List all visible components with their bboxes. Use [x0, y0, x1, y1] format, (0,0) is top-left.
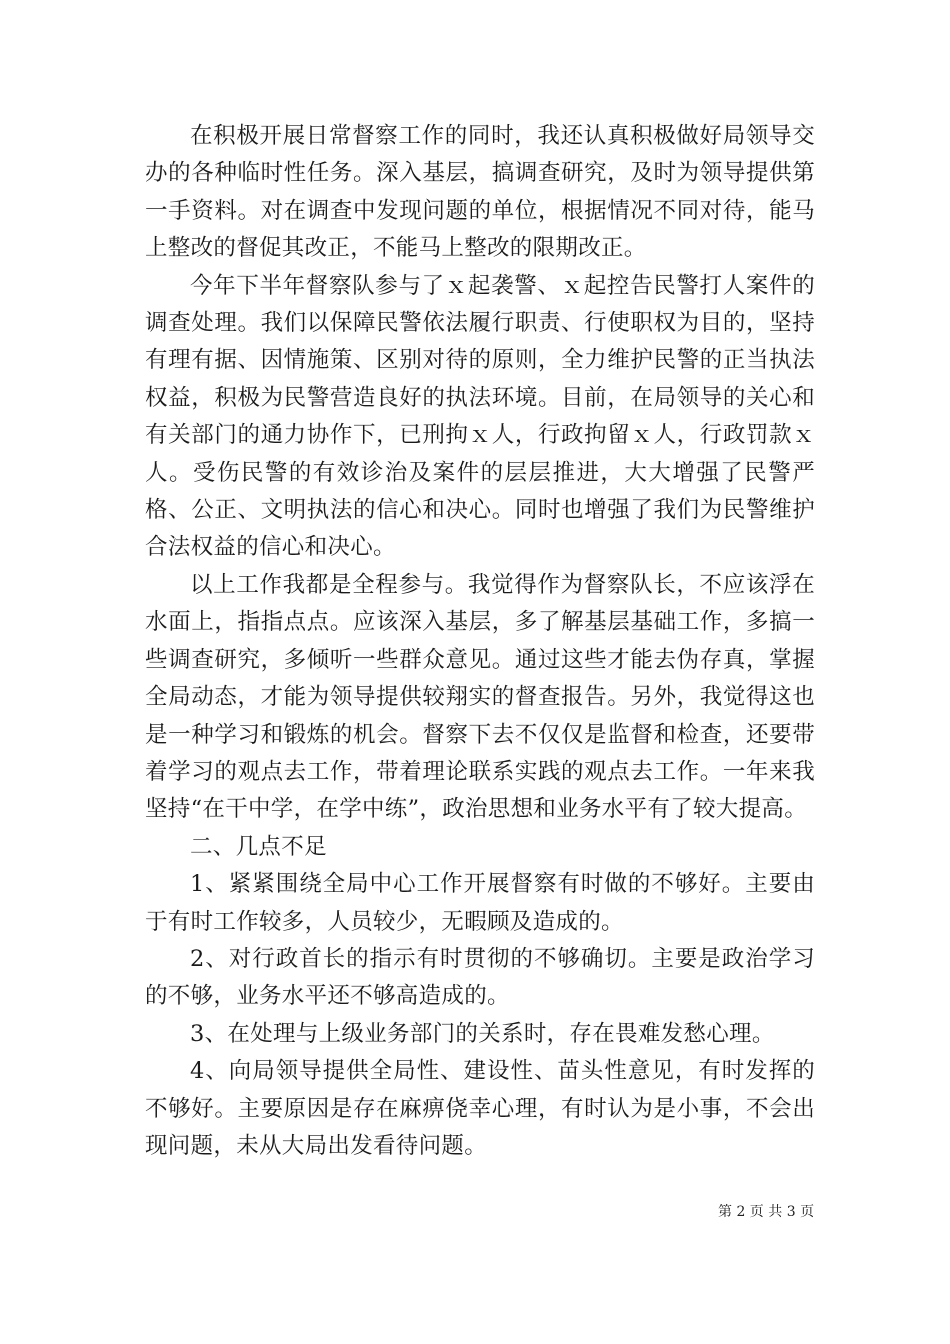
paragraph-full-participation: 以上工作我都是全程参与。我觉得作为督察队长，不应该浮在水面上，指指点点。应该深入基层，多了解基层基础工作，多搞一些调查研究，多倾听一些群众意见。通过这些才能去伪存真，掌握全局动态，才能为领导提供较翔实的督查报告。另外，我觉得这也是一种学习和锻炼的机会。督察下去不仅仅是监督和检查，还要带着学习的观点去工作，带着理论联系实践的观点去工作。一年来我坚持“在干中学，在学中练”，政治思想和业务水平有了较大提高。: [145, 571, 815, 823]
paragraph-temporary-tasks: 在积极开展日常督察工作的同时，我还认真积极做好局领导交办的各种临时性任务。深入基层，搞调查研究，及时为领导提供第一手资料。对在调查中发现问题的单位，根据情况不同对待，能马上整改的督促其改正，不能马上整改的限期改正。: [145, 123, 815, 262]
shortcoming-item-2: 2、对行政首长的指示有时贯彻的不够确切。主要是政治学习的不够，业务水平还不够高造成的。: [145, 945, 815, 1010]
shortcoming-item-1: 1、紧紧围绕全局中心工作开展督察有时做的不够好。主要由于有时工作较多，人员较少，无暇顾及造成的。: [145, 871, 815, 935]
paragraph-case-investigation: 今年下半年督察队参与了ｘ起袭警、ｘ起控告民警打人案件的调查处理。我们以保障民警依法履行职责、行使职权为目的，坚持有理有据、因情施策、区别对待的原则，全力维护民警的正当执法权益，积极为民警营造良好的执法环境。目前，在局领导的关心和有关部门的通力协作下，已刑拘ｘ人，行政拘留ｘ人，行政罚款ｘ人。受伤民警的有效诊治及案件的层层推进，大大增强了民警严格、公正、文明执法的信心和决心。同时也增强了我们为民警维护合法权益的信心和决心。: [145, 272, 815, 561]
shortcoming-item-3: 3、在处理与上级业务部门的关系时，存在畏难发愁心理。: [190, 1020, 775, 1047]
section-heading-shortcomings: 二、几点不足: [190, 833, 327, 860]
shortcoming-item-4: 4、向局领导提供全局性、建设性、苗头性意见，有时发挥的不够好。主要原因是存在麻痹侥幸心理，有时认为是小事，不会出现问题，未从大局出发看待问题。: [145, 1058, 815, 1159]
page-number-footer: 第 2 页 共 3 页: [718, 1204, 815, 1220]
document-body: [145, 118, 815, 1165]
